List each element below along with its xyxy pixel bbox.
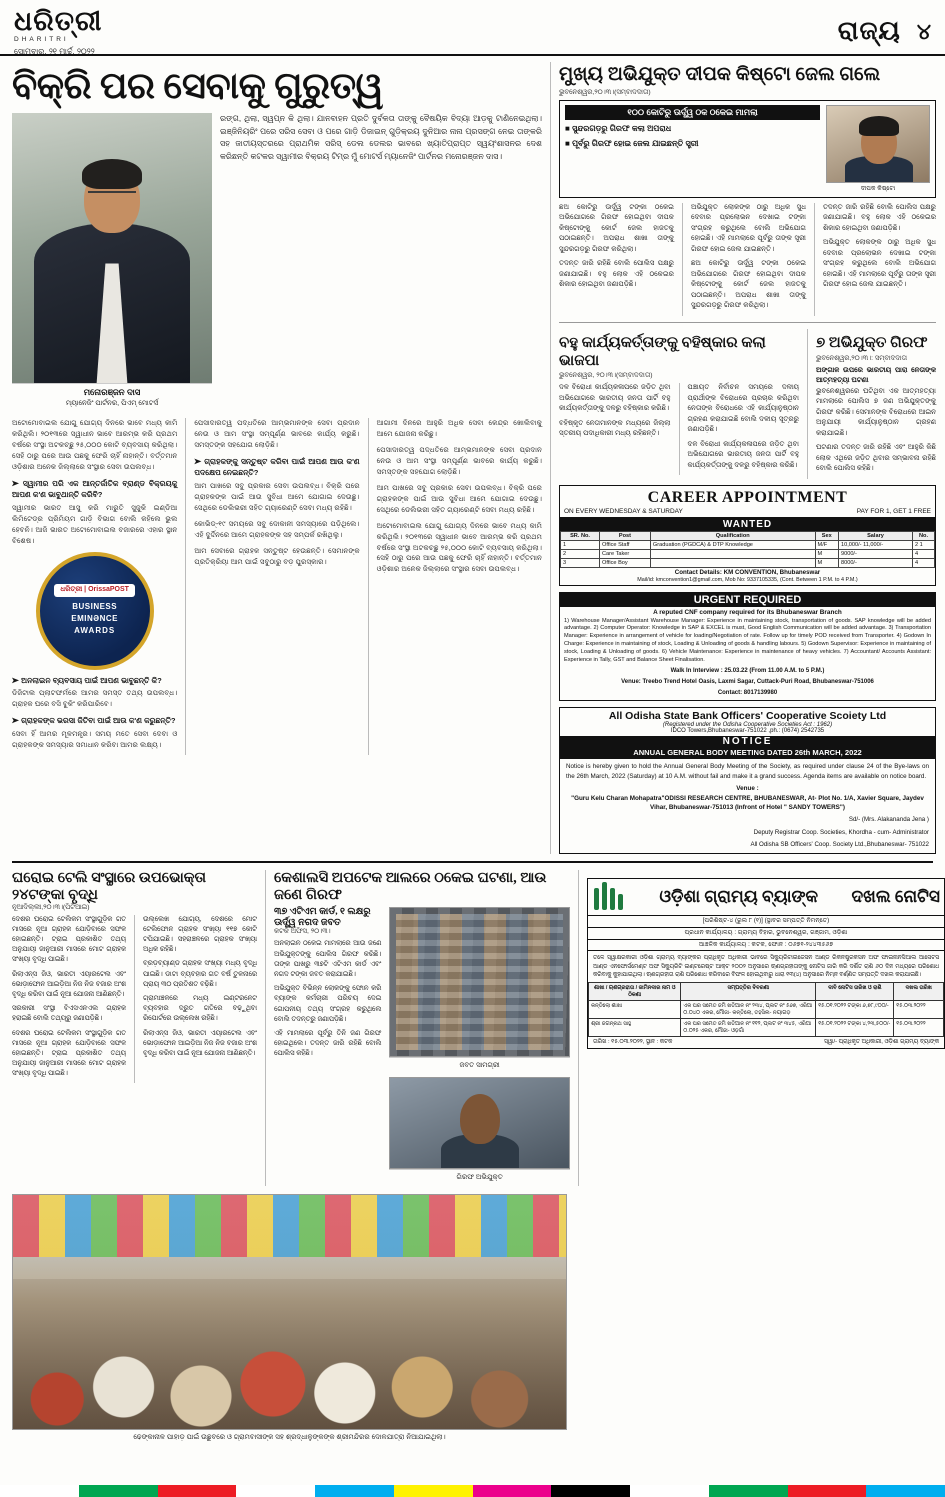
- story2-para-3: ତଦନ୍ତ ଜାରି ରହିଛି ବୋଲି ପୋଲିସ ପକ୍ଷରୁ ଜଣାଯାଇଛି। ବହୁ ଲୋକ ଏହି ଠକେଇର ଶିକାର ହୋଇଥିବା ଜଣାପଡ଼ିଛି।: [559, 260, 674, 289]
- table-row: [561, 540, 935, 549]
- lead-column-2: [194, 418, 359, 755]
- society-signature-role: Deputy Registrar Coop. Societies, Khordha - cum- Administrator: [753, 828, 929, 836]
- lower1-col1: [12, 915, 126, 1084]
- story3-headline: ବହୁ କାର୍ଯ୍ୟକର୍ତ୍ତାଙ୍କୁ ବହିଷ୍କାର କଲା ଭାଜପା: [559, 334, 766, 369]
- lead-col2-para-2: କୋଭିଡ୍-୧୯ ସମୟରେ ସବୁ ଦୋକାନୀ ସମସ୍ୟାରେ ପଡ଼ିଥିଲେ। ଏହି ଦୁର୍ଦ୍ଦିନରେ ଆମେ ଗ୍ରାହକଙ୍କ ସହ ସମ୍ପର୍କ ରଖିଥିଲୁ।: [194, 518, 360, 539]
- lower2-left: [274, 907, 381, 1187]
- bank-ad-date-place: ତାରିଖ : ୧୫.୦୩.୨୦୨୨, ସ୍ଥାନ : କଟକ: [593, 1039, 673, 1046]
- cell-property: ଏକ ଘର ସମେତ ଜମି ଖତିଆନ ନଂ ୨୩୪, ପ୍ଲଟ ନଂ ୫୬୭, ଏରିଆ ୦.୦୪୦ ଏକର, ମୌଜା- କନ୍ତିଲୋ, ତହସିଲ- ନୟାଗଡ଼: [681, 1001, 816, 1019]
- career-ad-contact: Contact Details: KM CONVENTION, Bhubaneswar: [674, 568, 821, 576]
- lower-story-2: [274, 870, 570, 1186]
- lead-answer-3: ଡିଜିଟାଲ ପ୍ଲାଟଫର୍ମରେ ଆମର ସମସ୍ତ ତଥ୍ୟ ଉପଲବ୍ଧ। ଗ୍ରାହକ ଘରେ ବସି ବୁକିଂ କରିପାରିବେ।: [12, 688, 178, 709]
- career-ad-subtitle: [560, 507, 935, 518]
- story3-col1: [559, 383, 671, 475]
- cell-possession-date: ୧୫.୦୩.୨୦୨୨: [894, 1001, 944, 1019]
- bank-ad-sub1: [ପରିଶିଷ୍ଟ-୪ (ରୁଲ ୮ (୧)] (ସ୍ଥାବର ସମ୍ପତ୍ତି ନିମନ୍ତେ): [588, 916, 944, 928]
- table-row: [561, 549, 935, 558]
- col-property: ସମ୍ପତ୍ତିର ବିବରଣୀ: [681, 983, 816, 1001]
- award-line-3: AWARDS: [74, 626, 116, 636]
- page-content: [0, 56, 945, 1446]
- story2-kicker-box: [559, 100, 936, 198]
- lead-portrait-photo: [12, 113, 212, 383]
- lead-intro-wrap: [12, 113, 542, 412]
- masthead-right: [838, 8, 931, 47]
- society-notice-body: Notice is hereby given to hold the Annual General Body Meeting of the Society, as required under clause 24 of the Bye-laws on the 26th March, 2022 (Saturday) at 10 A.M. without fail and make it a grand success. Agenda items are available on notice board.: [566, 763, 929, 780]
- lower2-dateline: କଟକ ଅଫିସ, ୨୦।୩।: [274, 928, 331, 936]
- story4-subhead: ଅଙ୍ଗାଳ ଉପରେ ଭାରତୀୟ ପାରା ନେତାଙ୍କ ଆତ୍ମହତ୍ୟା ଘଟଣା: [816, 366, 936, 385]
- lower1-para-1: ଦେଶର ଘରୋଇ ଟେଲିକମ ସଂସ୍ଥାଗୁଡ଼ିକ ଗତ ମାସରେ ନୂଆ ଗ୍ରାହକ ଯୋଡ଼ିବାରେ ସଫଳ ହୋଇଛନ୍ତି। ଟ୍ରାଇ ପ୍ରକାଶିତ ତଥ୍ୟ ଅନୁଯାୟୀ ଜାନୁଆରୀ ମାସରେ ମୋଟ ଗ୍ରାହକ ସଂଖ୍ୟା ବୃଦ୍ଧି ପାଇଛି।: [12, 915, 126, 964]
- lower-news-row: [12, 870, 940, 1186]
- lead-col3-extra-2: ଆମ ପାଖରେ ସବୁ ପ୍ରକାର ସେବା ଉପଲବ୍ଧ। ବିକ୍ରି ପରେ ଗ୍ରାହକଙ୍କ ପାଇଁ ଆଉ ସୁବିଧା ଆମେ ଯୋଗାଇ ଦେଉଛୁ। ସେଥିରେ ଡେଲିଭରୀ ସହିତ ଗ୍ୟାରେଣ୍ଟି ସେବା ମଧ୍ୟ ରହିଛି।: [376, 482, 542, 514]
- award-line-2: EMINƏNCE: [71, 613, 118, 623]
- story2-mugshot-caption: ଦୀପକ କିଷ୍ଟୋ: [860, 184, 896, 192]
- lower2-photos: [389, 907, 570, 1187]
- col-demand: ଦାବି ନୋଟିସ ତାରିଖ ଓ ରାଶି: [816, 983, 894, 1001]
- career-ad-job-table: [560, 531, 935, 568]
- cell-srno: 3: [561, 558, 600, 567]
- story2-dateline: ଭୁବନେଶ୍ୱର,୨୦।୩।(ସମ୍ବାଦଦାତା): [559, 88, 651, 96]
- cell-salary: 10,000/- 11,000/-: [838, 540, 912, 549]
- lower1-headline: ଘରୋଇ ଟେଲି ସଂସ୍ଥାରେ ଉପଭୋକ୍ତା ୨୪ଟଙ୍କା ବୃଦ୍ଧି: [12, 870, 207, 903]
- urgent-required-ad: [559, 592, 936, 702]
- career-ad-wanted-banner: WANTED: [560, 518, 935, 531]
- table-row: [589, 1001, 944, 1019]
- cell-post: Office Boy: [600, 558, 651, 567]
- bank-logo-icon: [592, 882, 626, 912]
- business-eminence-award-badge: [36, 552, 154, 670]
- col-qualification: Qualification: [650, 531, 815, 540]
- lead-column-3: [377, 418, 542, 755]
- lead-col1-para: ଅଟୋମୋବାଇଲ ଯୋଗୁ ଯୋଗ୍ୟ ଦିନରେ ଭାବେ ମଧ୍ୟ କାମି କରିଥିଲି। ୨୦୧୩ରେ ସ୍ୱାଧୀନ ଭାବେ ଆରମ୍ଭ କରି ପ୍ରଥମ ବର୍ଷରେ ସଂସ୍ଥା ଅଟକଚ୍ଛୁ ୨୫,୦୦୦ କୋଟି ବ୍ୟବସାୟ କରିଥିଲା। ସେହି ଠାରୁ ପରେ ଆଉ ପଛକୁ ଫେରି ଚାହିଁ ନାହାନ୍ତି। ବର୍ତ୍ତମାନ ଓଡ଼ିଶାର ଅନେକ ଜିଲ୍ଲାରେ ସଂସ୍ଥାର ସେବା ଉପଲବ୍ଧ।: [12, 418, 178, 471]
- section-title: ରାଜ୍ୟ: [837, 16, 901, 45]
- lower1-col2-para-4: ରିଲାଏନ୍ସ ଜିଓ, ଭାରତୀ ଏୟାରଟେଲ ଏବଂ ଭୋଡ଼ାଫୋନ ଆଇଡ଼ିଆ ନିଜ ନିଜ ବଜାର ଅଂଶ ବୃଦ୍ଧି କରିବା ପାଇଁ ନୂଆ ଯୋଜନା ଆଣିଛନ୍ତି।: [143, 1029, 257, 1057]
- career-ad-contact-details: Mail/id: kmconvention1@gmail.com, Mob No: 9337105335, (Cont. Between 1 P.M. to 4 P.M.): [637, 576, 858, 583]
- lead-question-2: ➤ ଗ୍ରାହକଙ୍କୁ ସନ୍ତୁଷ୍ଟ କରିବା ପାଇଁ ଆପଣ ଆଉ କ'ଣ ପଦକ୍ଷେପ ନେଇଛନ୍ତି?: [194, 456, 359, 479]
- cell-borrower: କନ୍ତିଲୋ ଶାଖା: [589, 1001, 681, 1019]
- cell-salary: 8000/-: [838, 558, 912, 567]
- lead-question-1: ➤ ସ୍ୱାମୀର ପରି ଏକ ଆନ୍ତର୍ଜାତିକ ବ୍ରାଣ୍ଡ ବିକ୍ରୟକୁ ଆପଣ କ'ଣ ଭାବୁଥାନ୍ତି କରିବି?: [12, 478, 177, 501]
- col-salary: Salary: [838, 531, 912, 540]
- bank-ad-footer: [588, 1037, 944, 1048]
- lead-col2-para-1: ପେସାଦାରତ୍ୱ ପଦ୍ଧତିରେ ଆମ୍ଭମାନଙ୍କ ସେବା ପ୍ରଦାନ ନେଉ ଓ ଆମ ସଂସ୍ଥା ସମ୍ପୂର୍ଣ୍ଣ ଭାବରେ କାର୍ଯ୍ୟ କରୁଛି। ସମସ୍ତଙ୍କ ସହଯୋଗ ଲୋଡ଼ିଛି।: [194, 418, 360, 449]
- page-number: ୪: [916, 18, 931, 44]
- bank-ad-signatory: ସ୍ୱା/- ପ୍ରାଧିକୃତ ଅଧିକାରୀ, ଓଡ଼ିଶା ଗ୍ରାମ୍ୟ ବ୍ୟାଙ୍କ: [824, 1039, 939, 1046]
- story4: [816, 329, 936, 479]
- lead-col3-extra-1: ପେସାଦାରତ୍ୱ ପଦ୍ଧତିରେ ଆମ୍ଭମାନଙ୍କ ସେବା ପ୍ରଦାନ ନେଉ ଓ ଆମ ସଂସ୍ଥା ସମ୍ପୂର୍ଣ୍ଣ ଭାବରେ କାର୍ଯ୍ୟ କରୁଛି। ସମସ୍ତଙ୍କ ସହଯୋଗ ଲୋଡ଼ିଛି।: [376, 445, 542, 476]
- bank-ad-sub2: ପ୍ରଧାନ କାର୍ଯ୍ୟାଳୟ : ଗ୍ରାମ୍ୟ ବିହାର, ଭୁବନେଶ୍ୱର, ଗଞ୍ଜାମ, ଓଡ଼ିଶା: [588, 928, 944, 940]
- career-ad-title: CAREER APPOINTMENT: [647, 488, 848, 506]
- story3-para-3: ବହିଷ୍କୃତ ନେତାମାନଙ୍କ ମଧ୍ୟରେ ଜିଲ୍ଲା ସ୍ତରୀୟ ପଦାଧିକାରୀ ମଧ୍ୟ ରହିଛନ୍ତି।: [559, 419, 671, 438]
- bank-name: ଓଡ଼ିଶା ଗ୍ରାମ୍ୟ ବ୍ୟାଙ୍କ: [659, 887, 819, 907]
- bank-property-table: [588, 982, 944, 1037]
- top-row: [12, 62, 936, 854]
- lower1-col2-para-1: ଉଲ୍ଲେଖ ଯୋଗ୍ୟ, ଦେଶରେ ମୋଟ ଟେଲିଫୋନ ଗ୍ରାହକ ସଂଖ୍ୟା ୧୧୭ କୋଟି ଟପିଯାଇଛି। ସହରାଞ୍ଚଳରେ ଗ୍ରାହକ ସଂଖ୍ୟା ଅଧିକ ରହିଛି।: [143, 915, 257, 954]
- lower1-para-1b: ଦେଶର ଘରୋଇ ଟେଲିକମ ସଂସ୍ଥାଗୁଡ଼ିକ ଗତ ମାସରେ ନୂଆ ଗ୍ରାହକ ଯୋଡ଼ିବାରେ ସଫଳ ହୋଇଛନ୍ତି। ଟ୍ରାଇ ପ୍ରକାଶିତ ତଥ୍ୟ ଅନୁଯାୟୀ ଜାନୁଆରୀ ମାସରେ ମୋଟ ଗ୍ରାହକ ସଂଖ୍ୟା ବୃଦ୍ଧି ପାଇଛି।: [12, 1029, 126, 1078]
- story3-para-1: ଦଳ ବିରୋଧୀ କାର୍ଯ୍ୟକଳାପରେ ଜଡ଼ିତ ଥିବା ଅଭିଯୋଗରେ ଭାରତୀୟ ଜନତା ପାର୍ଟି ବହୁ କାର୍ଯ୍ୟକର୍ତ୍ତାଙ୍କୁ ଦଳରୁ ବହିଷ୍କାର କରିଛି।: [559, 384, 671, 413]
- masthead-logo-word: ଧରିତ୍ରୀ: [14, 6, 103, 36]
- story2-para-3b: ତଦନ୍ତ ଜାରି ରହିଛି ବୋଲି ପୋଲିସ ପକ୍ଷରୁ ଜଣାଯାଇଛି। ବହୁ ଲୋକ ଏହି ଠକେଇର ଶିକାର ହୋଇଥିବା ଜଣାପଡ଼ିଛି।: [822, 203, 936, 232]
- masthead-logo-subtitle: DHARITRI: [14, 36, 69, 43]
- festival-photo: [12, 1194, 567, 1430]
- story2-body-row: [559, 203, 936, 316]
- lead-intro-text: ରଙ୍ଗ, ଥିଲା, ସ୍ୱପ୍ନ କି ଥିଲା। ଯାନବାହନ ପ୍ରତି ଦୁର୍ବଳତା ତାଙ୍କୁ ବୈଷୟିକ ବିଦ୍ୟା ଆଡ଼କୁ ଟାଣିନେଇଥିଲା। ଇଞ୍ଜିନିୟରିଂ ପରେ ସରିସ ସେବା ଓ ପରେ ଗାଡ଼ି ଡିଜାଇନ୍ ଗୁଡ଼ିକ୍ରୟ ଦୁନିଆର ନାନା ପ୍ରସଙ୍ଗ ନେଇ ତାଙ୍କରି ସହ ଜାତୀୟସ୍ତରରେ ପ୍ରାଥମିକ ସରିସ୍ ଡେଲ ଡେଲର ଭାବରେ ଖ୍ୟାତିପ୍ରାପ୍ତ ସ୍ୱୟଂଶାସନର ଦେଶ କରିଛନ୍ତି କଟକର ସ୍ୱାମୀର ବିକ୍ରୟ ଟିମ୍‌ର ମୁଁ ମୋଟର୍ସ ମ୍ୟାନେଜିଂ ପାର୍ଟନର ମନୋରଞ୍ଜନ ଦାସ।: [220, 114, 542, 161]
- lead-photo-caption-role: ମ୍ୟାନେଜିଂ ପାର୍ଟନର, ପିଏମ୍ ମୋଟର୍ସ: [65, 400, 159, 408]
- cell-demand: ୧୫.୦୧.୨୦୨୨ ଟଙ୍କା ୬,୭୮,୯୦୦/-: [816, 1001, 894, 1019]
- lead-col3-extra-3: ଅଟୋମୋବାଇଲ ଯୋଗୁ ଯୋଗ୍ୟ ଦିନରେ ଭାବେ ମଧ୍ୟ କାମି କରିଥିଲି। ୨୦୧୩ରେ ସ୍ୱାଧୀନ ଭାବେ ଆରମ୍ଭ କରି ପ୍ରଥମ ବର୍ଷରେ ସଂସ୍ଥା ଅଟକଚ୍ଛୁ ୨୫,୦୦୦ କୋଟି ବ୍ୟବସାୟ କରିଥିଲା। ସେହି ଠାରୁ ପରେ ଆଉ ପଛକୁ ଫେରି ଚାହିଁ ନାହାନ୍ତି। ବର୍ତ୍ତମାନ ଓଡ଼ିଶାର ଅନେକ ଜିଲ୍ଲାରେ ସଂସ୍ଥାର ସେବା ଉପଲବ୍ଧ।: [376, 520, 542, 574]
- career-ad-schedule: ON EVERY WEDNESDAY & SATURDAY: [564, 507, 683, 515]
- masthead-logo: [14, 8, 102, 57]
- cell-demand: ୧୫.୦୧.୨୦୨୨ ଟଙ୍କା ୪,୨୩,୫୦୦/-: [816, 1019, 894, 1037]
- col-sex: Sex: [815, 531, 838, 540]
- story2-para-2: ଅଭିଯୁକ୍ତ ଲୋକଙ୍କ ଠାରୁ ଅଧିକ ସୁଧ ଦେବାର ପ୍ରଲୋଭନ ଦେଖାଇ ଟଙ୍କା ସଂଗ୍ରହ କରୁଥିଲେ ବୋଲି ଅଭିଯୋଗ ହୋଇଛି। ଏହି ମାମଲାରେ ପୂର୍ବରୁ ତାଙ୍କ ସ୍ତ୍ରୀ ଗିରଫ ହୋଇ ଜେଲ ଯାଇଛନ୍ତି।: [690, 203, 806, 253]
- cell-sex: M: [815, 549, 838, 558]
- lower1-col2: [143, 915, 257, 1084]
- festival-photo-row: [12, 1186, 933, 1446]
- award-line-1: BUSINESS: [72, 601, 118, 611]
- society-name: All Odisha State Bank Officers' Cooperative Scoiety Ltd: [608, 710, 887, 723]
- cell-no: 2 1: [912, 540, 934, 549]
- col-borrower: ଶାଖା / ଋଣଗ୍ରହୀତା / ଜାମିନଦାର ନାମ ଓ ଠିକଣା: [589, 983, 681, 1001]
- career-appointment-ad: [559, 485, 936, 586]
- lower1-dateline: ନୂଆଦିଲ୍ଲୀ,୨୦।୩।(ପିଟିଆଇ): [12, 903, 90, 911]
- lead-photo-caption: [12, 383, 212, 412]
- society-notice-ad: [559, 707, 936, 854]
- story2-body-col2: [691, 203, 806, 316]
- society-signature: Sd/- (Mrs. Alakananda Jena ): [848, 816, 929, 824]
- story3-para-2: ପଞ୍ଚାୟତ ନିର୍ବାଚନ ସମୟରେ ଦଳୀୟ ପ୍ରାର୍ଥୀଙ୍କ ବିରୋଧରେ ପ୍ରଚାର କରିଥିବା ନେତାଙ୍କ ବିରୋଧରେ ଏହି କାର୍ଯ୍ୟାନୁଷ୍ଠାନ ଗ୍ରହଣ କରାଯାଇଛି ବୋଲି ଦଳୀୟ ସୂତ୍ରରୁ ଜଣାପଡ଼ିଛି।: [687, 384, 799, 434]
- lower2-para-1: ଅନଲାଇନ ଠକେଇ ମାମଲାରେ ଆଉ ଜଣେ ଅଭିଯୁକ୍ତଙ୍କୁ ପୋଲିସ ଗିରଫ କରିଛି। ତାଙ୍କ ପାଖରୁ ୩୭ଟି ଏଟିଏମ କାର୍ଡ ଏବଂ ନଗଦ ଟଙ୍କା ଜବତ କରାଯାଇଛି।: [274, 940, 382, 979]
- cell-sex: M/F: [815, 540, 838, 549]
- table-header-row: [561, 531, 935, 540]
- urgent-ad-body: 1) Warehouse Manager/Assistant Warehouse Manager: Experience in maintaining stock, transportation of goods. SAP knowledge will be added advantage. 2) Computer Operator: Knowledge in SAP & EXCEL is must, Good English Communication will be added advantage. 3) Transportation Manager: Experience in arrangement of vehicle for loading/Negotiation of rate. Follow up for timely POD received from Transporter. 4) Godown In Charge: Experience in maintaining of stock, Loading & Unloading of goods & handling labours. 5) Godown Supervisor: Experience in maintaining of stock, Loading & Unloading of goods. 6) Vehicle Maintenance: Experience in maintenance of heavy vehicles. 7) Accountant/ Accounts Assistant: Experience in Tally, GST and Balance Sheet Finalisation.: [564, 617, 931, 664]
- lead-question-3: ➤ ଅନଲାଇନ ବ୍ୟବସାୟ ପାଇଁ ଆପଣ ଭାବୁଛନ୍ତି କି?: [12, 675, 177, 687]
- lower2-subhead: ୩୭ ଏଟିଏମ କାର୍ଡ, ୧ ଲକ୍ଷରୁ ଊର୍ଦ୍ଧ୍ୱ ନଗଦ ଜବତ: [274, 906, 371, 928]
- story3-col2: [688, 383, 800, 475]
- table-row: [561, 558, 935, 567]
- lower1-para-3: ସରକାରୀ ସଂସ୍ଥା ବିଏସଏନଏଲ ଗ୍ରାହକ ହରାଇଛି ବୋଲି ତଥ୍ୟରୁ ଜଣାପଡ଼ିଛି।: [12, 1005, 126, 1023]
- lead-col3-para-1: ଆମ ସେବାରେ ଗ୍ରାହକ ସନ୍ତୁଷ୍ଟ ହେଉଛନ୍ତି। ସେମାନଙ୍କ ପ୍ରତିକ୍ରିୟା ଆମ ପାଇଁ ସବୁଠାରୁ ବଡ଼ ପୁରସ୍କାର।: [194, 545, 360, 566]
- lead-photo-caption-name: ମନୋରଞ୍ଜନ ଦାସ: [83, 387, 141, 398]
- col-post: Post: [600, 531, 651, 540]
- cell-qualification: [650, 549, 815, 558]
- lower2-para-2: ଅଭିଯୁକ୍ତ ବିଭିନ୍ନ ଲୋକଙ୍କୁ ଫୋନ କରି ବ୍ୟାଙ୍କ କର୍ମଚାରୀ ପରିଚୟ ଦେଇ ଗୋପନୀୟ ତଥ୍ୟ ସଂଗ୍ରହ କରୁଥିଲେ ବୋଲି ତଦନ୍ତରୁ ଜଣାପଡ଼ିଛି।: [274, 985, 382, 1023]
- festival-photo-caption: ଢେଙ୍କାନାଳ ପାହାଡ଼ ପାଇଁ ଉଛୁବରେ ଓ ଗ୍ରାମବାସୀଙ୍କ ସହ ଶ୍ରଦ୍ଧାଳୁଙ୍କଙ୍କ ଶ୍ରୀମନ୍ଦିରର ଦୋଳଯାତ୍ରା ନିଆଯାଇଥିଲା।: [133, 1434, 446, 1442]
- story2-headline: ମୁଖ୍ୟ ଅଭିଯୁକ୍ତ ଦୀପକ କିଷ୍ଟୋ ଜେଲ ଗଲେ: [559, 64, 881, 85]
- cell-no: 4: [912, 549, 934, 558]
- bank-notice-title: ଦଖଲ ନୋଟିସ: [851, 887, 940, 907]
- story2-mugshot: [826, 105, 930, 183]
- urgent-ad-walkin: Walk In Interview : 25.03.22 (From 11.00 A.M. to 5 P.M.): [670, 668, 825, 675]
- lower1-col2-para-3: ଗ୍ରାମାଞ୍ଚଳରେ ମଧ୍ୟ ଇଣ୍ଟରନେଟ ବ୍ୟବହାର ଦ୍ରୁତ ଗତିରେ ବଢ଼ୁଥିବା ରିପୋର୍ଟରେ ଉଲ୍ଲେଖ ରହିଛି।: [143, 994, 257, 1023]
- cell-property: ଏକ ଘର ସମେତ ଜମି ଖତିଆନ ନଂ ୧୧୨, ପ୍ଲଟ ନଂ ୩୪୫, ଏରିଆ ୦.୦୨୫ ଏକର, ମୌଜା- ଓଡ଼ଗାଁ: [681, 1019, 816, 1037]
- story2-kicker-heading: ୧୦୦ କୋଟିରୁ ଊର୍ଦ୍ଧ୍ୱ ଠକ ଠକେଇ ମାମଲା: [565, 105, 820, 120]
- story4-para-2: ଘଟଣାର ତଦନ୍ତ ଜାରି ରହିଛି ଏବଂ ଆହୁରି କିଛି ଲୋକ ଏଥିରେ ଜଡ଼ିତ ଥିବାର ସମ୍ଭାବନା ରହିଛି ବୋଲି ପୋଲିସ କହିଛି।: [816, 444, 936, 473]
- cell-post: Office Staff: [600, 540, 651, 549]
- cell-srno: 2: [561, 549, 600, 558]
- story2-body-col1: [559, 203, 674, 316]
- cell-salary: 9000/-: [838, 549, 912, 558]
- lower1-col2-para-2: ବ୍ରଡ଼ବ୍ୟାଣ୍ଡ ଗ୍ରାହକ ସଂଖ୍ୟା ମଧ୍ୟ ବୃଦ୍ଧି ପାଇଛି। ଡାଟା ବ୍ୟବହାର ଗତ ବର୍ଷ ତୁଳନାରେ ପ୍ରାୟ ୩୦ ପ୍ରତିଶତ ବଢ଼ିଛି।: [143, 960, 257, 988]
- society-venue: "Guru Kelu Charan Mohapatra"ODISSI RESEARCH CENTRE, BHUBANESWAR, At- Plot No. 1/A, Xavier Square, Jaydev Vihar, Bhubaneswar-751013 (Infront of Hotel " SANDY TOWERS"): [571, 794, 924, 811]
- story3-4-row: [559, 329, 936, 479]
- lead-answer-2: ଆମ ପାଖରେ ସବୁ ପ୍ରକାର ସେବା ଉପଲବ୍ଧ। ବିକ୍ରି ପରେ ଗ୍ରାହକଙ୍କ ପାଇଁ ଆଉ ସୁବିଧା ଆମେ ଯୋଗାଇ ଦେଉଛୁ। ସେଥିରେ ଡେଲିଭରୀ ସହିତ ଗ୍ୟାରେଣ୍ଟି ସେବା ମଧ୍ୟ ରହିଛି।: [194, 481, 360, 512]
- story3-dateline: ଭୁବନେଶ୍ୱର, ୨୦।୩।(ସମ୍ବାଦଦାତା): [559, 372, 653, 380]
- seized-goods-photo: [389, 907, 570, 1057]
- story4-dateline: ଭୁବନେଶ୍ୱର,୨୦।୩।: ସମ୍ବାଦଦାତା: [816, 354, 907, 362]
- cell-qualification: [650, 558, 815, 567]
- society-notice-banner: NOTICE: [560, 736, 935, 747]
- story4-body: [816, 387, 936, 475]
- urgent-ad-lead: A reputed CNF company required for its Bhubaneswar Branch: [653, 608, 842, 616]
- story2-bullet-1: ■ ସୁନ୍ଦରଗଡ଼ରୁ ଗିରଫ କଲା ଅପରାଧ: [565, 124, 820, 135]
- table-row: [589, 1019, 944, 1037]
- bank-ad-header: [588, 879, 944, 916]
- award-brand: ଧରିତ୍ରୀ | OrissaPOST: [54, 584, 135, 597]
- lower2-para-3: ଏହି ମାମଲାରେ ପୂର୍ବରୁ ତିନି ଜଣ ଗିରଫ ହୋଇଥିଲେ। ତଦନ୍ତ ଜାରି ରହିଛି ବୋଲି ପୋଲିସ କହିଛି।: [274, 1029, 382, 1058]
- cell-sex: M: [815, 558, 838, 567]
- accused-photo-caption: ଗିରଫ ଅଭିଯୁକ୍ତ: [389, 1169, 570, 1186]
- society-registration: (Registered under the Odisha Cooperative Societies Act : 1962): [662, 722, 833, 729]
- lead-answer-4: ସେବା ହିଁ ଆମର ମୂଳମନ୍ତ୍ର। ସମୟ ମତେ ସେବା ଦେବା ଓ ଗ୍ରାହକଙ୍କ ସମସ୍ୟାର ସମାଧାନ କରିବା ଆମର ଲକ୍ଷ୍ୟ।: [12, 728, 178, 749]
- masthead-date: ସୋମବାର, ୨୧ ମାର୍ଚ୍ଚ, ୨୦୨୨: [14, 47, 95, 56]
- lower-story-1: [12, 870, 257, 1186]
- lead-col3-para-2: ଆଗାମୀ ଦିନରେ ଆହୁରି ଅଧିକ ସେବା କେନ୍ଦ୍ର ଖୋଲିବାକୁ ଆମେ ଯୋଜନା କରିଛୁ।: [376, 418, 542, 439]
- cell-possession-date: ୧୫.୦୩.୨୦୨୨: [894, 1019, 944, 1037]
- society-signature-org: All Odisha SB Officers' Coop. Society Ltd.,Bhubaneswar- 751022: [750, 841, 929, 848]
- story2-body-col3: [823, 203, 936, 316]
- story2-para-1b: ଛଅ କୋଟିରୁ ଊର୍ଦ୍ଧ୍ୱ ଟଙ୍କା ଠକେଇ ଅଭିଯୋଗରେ ଗିରଫ ହୋଇଥିବା ଦୀପକ କିଷ୍ଟୋଙ୍କୁ କୋର୍ଟ ଜେଲ ହାଜତକୁ ପଠାଇଛନ୍ତି। ଅପରାଧ ଶାଖା ତାଙ୍କୁ ସୁନ୍ଦରଗଡ଼ରୁ ଗିରଫ କରିଥିଲା।: [690, 260, 806, 310]
- story4-para-1: ଭୁବନେଶ୍ୱରରେ ଘଟିଥିବା ଏକ ଆତ୍ମହତ୍ୟା ମାମଲାରେ ପୋଲିସ ୭ ଜଣ ଅଭିଯୁକ୍ତଙ୍କୁ ଗିରଫ କରିଛି। ସେମାନଙ୍କ ବିରୋଧରେ ଆଇନ ଅନୁଯାୟୀ କାର୍ଯ୍ୟାନୁଷ୍ଠାନ ଗ୍ରହଣ କରାଯାଇଛି।: [816, 387, 936, 437]
- lower2-body: [274, 939, 381, 1059]
- col-srno: SR. No.: [561, 531, 600, 540]
- lower1-para-2: ରିଲାଏନ୍ସ ଜିଓ, ଭାରତୀ ଏୟାରଟେଲ ଏବଂ ଭୋଡ଼ାଫୋନ ଆଇଡ଼ିଆ ନିଜ ନିଜ ବଜାର ଅଂଶ ବୃଦ୍ଧି କରିବା ପାଇଁ ନୂଆ ଯୋଜନା ଆଣିଛନ୍ତି।: [12, 970, 126, 998]
- urgent-ad-contact: Contact: 8017139980: [717, 689, 778, 696]
- lead-headline: ବିକ୍ରି ପର ସେବାକୁ ଗୁରୁତ୍ୱ: [12, 66, 384, 107]
- color-registration-bar: [0, 1485, 945, 1497]
- right-column: [559, 62, 936, 854]
- masthead: [0, 0, 945, 56]
- cell-no: 4: [912, 558, 934, 567]
- cell-borrower: ଶ୍ରୀ ଜଗନ୍ନାଥ ସାହୁ: [589, 1019, 681, 1037]
- story2-bullet-2: ■ ପୂର୍ବରୁ ଗିରଫ ହୋଇ ଜେଲ ଯାଇଛନ୍ତି ସ୍ତ୍ରୀ: [565, 139, 820, 150]
- story2-para-1: ଛଅ କୋଟିରୁ ଊର୍ଦ୍ଧ୍ୱ ଟଙ୍କା ଠକେଇ ଅଭିଯୋଗରେ ଗିରଫ ହୋଇଥିବା ଦୀପକ କିଷ୍ଟୋଙ୍କୁ କୋର୍ଟ ଜେଲ ହାଜତକୁ ପଠାଇଛନ୍ତି। ଅପରାଧ ଶାଖା ତାଙ୍କୁ ସୁନ୍ଦରଗଡ଼ରୁ ଗିରଫ କରିଥିଲା।: [559, 203, 674, 253]
- urgent-ad-title: URGENT REQUIRED: [560, 593, 935, 607]
- accused-photo: [389, 1077, 570, 1169]
- cell-srno: 1: [561, 540, 600, 549]
- col-possession-date: ଦଖଲ ତାରିଖ: [894, 983, 944, 1001]
- lead-column-1: [12, 418, 177, 755]
- story3-para-1b: ଦଳ ବିରୋଧୀ କାର୍ଯ୍ୟକଳାପରେ ଜଡ଼ିତ ଥିବା ଅଭିଯୋଗରେ ଭାରତୀୟ ଜନତା ପାର୍ଟି ବହୁ କାର୍ଯ୍ୟକର୍ତ୍ତାଙ୍କୁ ଦଳରୁ ବହିଷ୍କାର କରିଛି।: [687, 440, 799, 469]
- bank-ad-sub3: ଆଞ୍ଚଳିକ କାର୍ଯ୍ୟାଳୟ : କଟକ, ଫୋନ : ୦୬୭୧-୨୪୪୩୫୬୭: [588, 940, 944, 952]
- cell-qualification: Graduation (PGDCA) & DTP Knowledge: [650, 540, 815, 549]
- career-ad-offer: PAY FOR 1, GET 1 FREE: [856, 507, 931, 515]
- story2-para-2b: ଅଭିଯୁକ୍ତ ଲୋକଙ୍କ ଠାରୁ ଅଧିକ ସୁଧ ଦେବାର ପ୍ରଲୋଭନ ଦେଖାଇ ଟଙ୍କା ସଂଗ୍ରହ କରୁଥିଲେ ବୋଲି ଅଭିଯୋଗ ହୋଇଛି। ଏହି ମାମଲାରେ ପୂର୍ବରୁ ତାଙ୍କ ସ୍ତ୍ରୀ ଗିରଫ ହୋଇ ଜେଲ ଯାଇଛନ୍ତି।: [822, 239, 936, 289]
- col-no: No.: [912, 531, 934, 540]
- seized-goods-caption: ଜବତ ସାମଗ୍ରୀ: [389, 1057, 570, 1074]
- lead-story: [12, 62, 542, 854]
- lead-question-4: ➤ ଗ୍ରାହକଙ୍କ ଭରସା ଜିତିବା ପାଇଁ ଆଉ କ'ଣ କରୁଛନ୍ତି?: [12, 715, 177, 727]
- lead-answer-1: ସ୍ୱାମୀର ଭାରତ ଆସୁ କରି ମାରୁତି ସୁଜୁକି ଇଣ୍ଡିଆ ଲିମିଟେଡ୍‌ର ପ୍ରିମିୟମ ଗାଡ଼ି ବିଭାଗ ବୋଲି କହିଲେ ଭୁଲ ହେବନି। ଆଜି ଭାରତ ଅଟୋମୋବାଇଲ ବଜାରରେ ଏହାର ସ୍ଥାନ ବିଶେଷ।: [12, 502, 178, 545]
- story3: [559, 329, 799, 479]
- lower2-headline: କେଶାଲସି ଅପଟେକ ଆଲରେ ଠକେଇ ଘଟଣା, ଆଉ ଜଣେ ଗିରଫ: [274, 870, 547, 903]
- society-agm-banner: ANNUAL GENERAL BODY MEETING DATED 26th MARCH, 2022: [560, 747, 935, 759]
- bank-notice-column: [587, 870, 945, 1186]
- table-header-row: [589, 983, 944, 1001]
- urgent-ad-venue: Venue: Treebo Trend Hotel Oasis, Laxmi Sagar, Cuttack-Puri Road, Bhubaneswar-751006: [621, 678, 874, 685]
- cell-post: Care Taker: [600, 549, 651, 558]
- society-address: IDCO Towers,Bhubaneswar-751022 ,ph.: (0674) 2542735: [670, 728, 825, 735]
- lead-columns: [12, 418, 542, 755]
- story4-headline: ୭ ଅଭିଯୁକ୍ତ ଗିରଫ: [816, 334, 928, 351]
- bank-possession-notice-ad: [587, 878, 945, 1049]
- bank-ad-body: ତଳେ ସ୍ୱାକ୍ଷରକାରୀ ଓଡ଼ିଶା ଗ୍ରାମ୍ୟ ବ୍ୟାଙ୍କର ପ୍ରାଧିକୃତ ଅଧିକାରୀ ଭାବରେ ସିକ୍ୟୁରିଟାଇଜେସନ ଆଣ୍ଡ ରିକନଷ୍ଟ୍ରକସନ ଅଫ ଫାଇନାନସିଆଲ ଆସେଟସ ଆଣ୍ଡ ଏନଫୋର୍ସମେଣ୍ଟ ଅଫ ସିକ୍ୟୁରିଟି ଇଣ୍ଟରେଷ୍ଟ ଆକ୍ଟ ୨୦୦୨ ଅନୁସାରେ ଋଣଗ୍ରହୀତାଙ୍କୁ ନୋଟିସ ଜାରି କରି ଦର୍ଶିତ ରାଶି ୬୦ ଦିନ ମଧ୍ୟରେ ପରିଶୋଧ କରିବାକୁ କୁହାଯାଇଥିଲା। ଋଣଗ୍ରହୀତା ରାଶି ପରିଶୋଧ କରିବାରେ ବିଫଳ ହୋଇଥିବାରୁ ଧାରା ୧୩(୪) ଅନୁସାରେ ନିମ୍ନ ବର୍ଣ୍ଣିତ ସମ୍ପତ୍ତି ଦଖଲ କରାଯାଇଛି।: [593, 955, 939, 979]
- society-venue-label: Venue :: [736, 785, 759, 793]
- festival-photo-block: [12, 1186, 567, 1446]
